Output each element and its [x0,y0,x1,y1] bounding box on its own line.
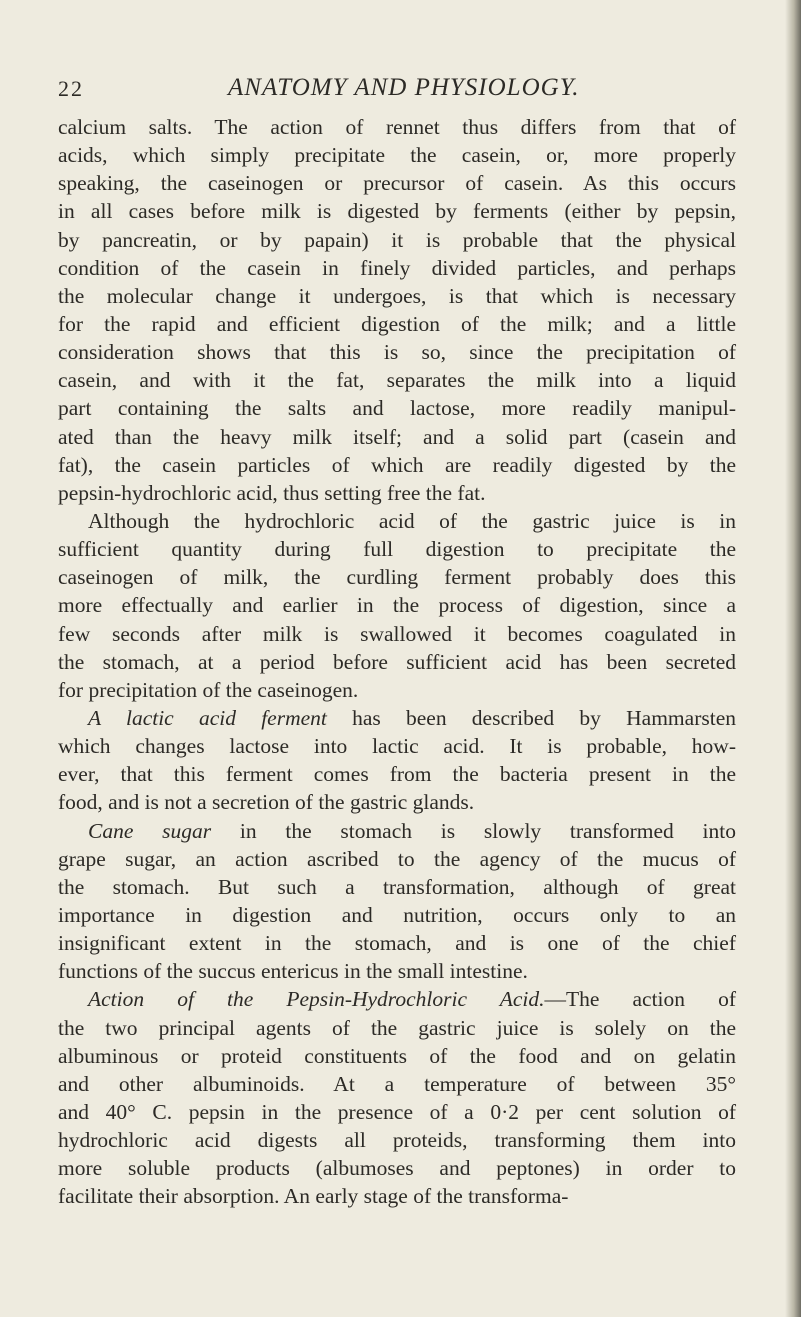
text-line: and other albuminoids. At a temperature of between 35° [58,1071,736,1096]
page-number: 22 [58,76,84,101]
text-line: hydrochloric acid digests all proteids, transforming them into [58,1128,736,1153]
text-line: condition of the casein in finely divided particles, and perhaps [58,255,736,280]
line-rest: —The action of [544,987,736,1012]
text-line: by pancreatin, or by papain) it is probable that the physical [58,227,736,252]
text-line [58,817,736,845]
text-line: the two principal agents of the gastric juice is solely on the [58,1015,736,1040]
text-line: for the rapid and efficient digestion of the milk; and a little [58,311,736,336]
page-edge-shadow [785,0,801,1317]
paragraph [58,817,736,986]
text-line: fat), the casein particles of which are readily digested by the [58,452,736,477]
text-line: consideration shows that this is so, since the precipitation of [58,340,736,365]
text-line [58,985,736,1013]
text-line: functions of the succus entericus in the small intestine. [58,959,528,984]
text-line: calcium salts. The action of rennet thus differs from that of [58,115,736,139]
text-line: speaking, the caseinogen or precursor of casein. As this occurs [58,171,736,196]
text-line: sufficient quantity during full digestion to precipitate the [58,537,736,562]
text-line: for precipitation of the caseinogen. [58,677,359,702]
text-line: acids, which simply precipitate the casein, or, more properly [58,143,736,168]
text-line: food, and is not a secretion of the gastric glands. [58,790,475,815]
text-line: more soluble products (albumoses and peptones) in order to [58,1156,736,1181]
text-line: in all cases before milk is digested by ferments (either by pepsin, [58,199,736,224]
text-line: part containing the salts and lactose, more readily manipul- [58,396,736,421]
text-line: casein, and with it the fat, separates the milk into a liquid [58,368,736,393]
text-line: pepsin-hydrochloric acid, thus setting free the fat. [58,480,486,505]
text-line: Although the hydrochloric acid of the gastric juice is in [88,508,736,533]
text-line: which changes lactose into lactic acid. It is probable, how- [58,734,736,759]
paragraph [58,985,736,1210]
text-line: albuminous or proteid constituents of the food and on gelatin [58,1043,736,1068]
line-rest: in the stomach is slowly transformed into [211,818,736,843]
text-line: ever, that this ferment comes from the bacteria present in the [58,762,736,787]
text-line: the stomach. But such a transformation, although of great [58,874,736,899]
italic-lead: Cane sugar [88,818,212,843]
text-line: grape sugar, an action ascribed to the agency of the mucus of [58,846,736,871]
running-head [58,76,718,110]
text-line: importance in digestion and nutrition, occurs only to an [58,902,736,927]
text-line: caseinogen of milk, the curdling ferment probably does this [58,565,736,590]
text-line: insignificant extent in the stomach, and is one of the chief [58,931,736,956]
italic-lead: Action of the Pepsin-Hydrochloric Acid. [88,987,545,1012]
italic-lead: A lactic acid ferment [88,705,327,730]
text-line [58,704,736,732]
paragraph [58,704,736,817]
running-title: ANATOMY AND PHYSIOLOGY. [228,74,580,101]
body-text [58,113,736,1210]
text-line: the stomach, at a period before sufficient acid has been secreted [58,649,736,674]
text-line: more effectually and earlier in the process of digestion, since a [58,593,736,618]
text-line: and 40° C. pepsin in the presence of a 0·2 per cent solution of [58,1099,736,1124]
text-line: ated than the heavy milk itself; and a solid part (casein and [58,424,736,449]
text-line: facilitate their absorption. An early stage of the transforma- [58,1184,569,1209]
paragraph [58,507,736,704]
paragraph [58,113,736,507]
text-line: the molecular change it undergoes, is that which is necessary [58,283,736,308]
line-rest: has been described by Hammarsten [326,705,736,730]
text-line: few seconds after milk is swallowed it becomes coagulated in [58,621,736,646]
